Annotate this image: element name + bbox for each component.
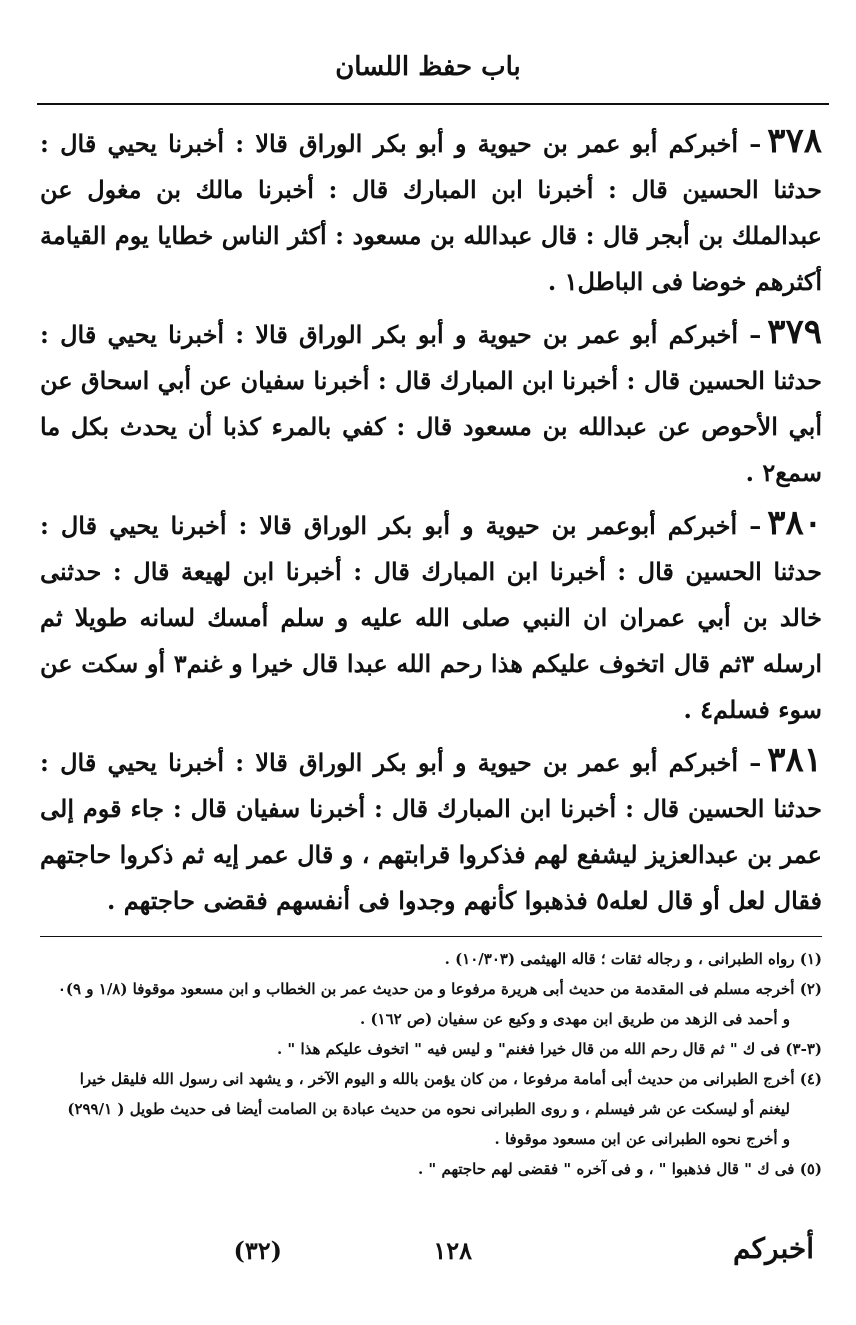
footnote-4 <box>40 1064 822 1094</box>
entry-text: – أخبركم أبوعمر بن حيوية و أبو بكر الوراق قالا : أخبرنا يحيي قال : حدثنا الحسين قال : أخبرنا ابن المبارك قال : أخبرنا ابن لهيعة قال : حدثنى خالد بن أبي عمران ان النبي صلى الله عليه و سلم أمسك لسانه طويلا ثم ارسله ٣ثم قال اتخوف عليكم هذا رحم الله عبدا قال خيرا و غنم٣ أو سكت عن سوء فسلم٤ . <box>40 511 822 724</box>
footnote-4-continued: و أخرج نحوه الطبرانى عن ابن مسعود موقوفا . <box>494 1130 790 1148</box>
entry-378 <box>40 118 822 305</box>
entry-text: – أخبركم أبو عمر بن حيوية و أبو بكر الوراق قالا : أخبرنا يحيي قال : حدثنا الحسين قال : أخبرنا ابن المبارك قال : أخبرنا سفيان قال : جاء قوم إلى عمر بن عبدالعزيز ليشفع لهم فذكروا قرابتهم ، و قال عمر إيه ثم ذكروا حاجتهم فقال لعل أو قال لعله٥ فذهبوا كأنهم وجدوا فى أنفسهم فقضى حاجتهم . <box>40 748 822 915</box>
entry-number: ٣٨٠ <box>767 503 822 543</box>
entry-number: ٣٧٩ <box>767 312 822 352</box>
footnote-3 <box>40 1034 822 1064</box>
footnote-label: (٣-٣) <box>785 1040 822 1058</box>
footnote-text: أخرج الطبرانى من حديث أبى أمامة مرفوعا ، من كان يؤمن بالله و اليوم الآخر ، و يشهد انى رسول الله فليقل خيرا <box>79 1070 795 1088</box>
page-title: باب حفظ اللسان <box>335 52 521 82</box>
footnote-1 <box>40 944 822 974</box>
entry-381 <box>40 737 822 924</box>
footnote-label: (٥) <box>799 1160 822 1178</box>
header-divider <box>37 103 829 105</box>
page-footer <box>40 1232 822 1272</box>
entry-text: – أخبركم أبو عمر بن حيوية و أبو بكر الوراق قالا : أخبرنا يحيي قال : حدثنا الحسين قال : أخبرنا ابن المبارك قال : أخبرنا سفيان عن أبي اسحاق عن أبي الأحوص عن عبدالله بن مسعود قال : كفي بالمرء كذبا أن يحدث بكل ما سمع٢ . <box>40 320 822 487</box>
entry-number: ٣٧٨ <box>767 121 822 161</box>
main-text <box>40 118 822 928</box>
entry-text: – أخبركم أبو عمر بن حيوية و أبو بكر الوراق قالا : أخبرنا يحيي قال : حدثنا الحسين قال : أخبرنا ابن المبارك قال : أخبرنا مالك بن مغول عن عبدالملك بن أبجر قال : قال عبدالله بن مسعود : أكثر الناس خطايا يوم القيامة أكثرهم خوضا فى الباطل١ . <box>40 129 822 296</box>
footnote-2 <box>40 974 822 1004</box>
signature-mark: (٣٢) <box>233 1236 282 1265</box>
footnote-label: (٤) <box>799 1070 822 1088</box>
footnote-4-continued: ليغنم أو ليسكت عن شر فيسلم ، و روى الطبرانى نحوه من حديث عبادة بن الصامت أيضا فى حديث طويل ( ٢٩٩/١) <box>67 1100 790 1118</box>
page-number: ١٢٨ <box>433 1236 472 1265</box>
footnote-2-continued: و أحمد فى الزهد من طريق ابن مهدى و وكيع عن سفيان (ص ١٦٢) . <box>360 1010 790 1028</box>
footnote-text: فى ك " ثم قال رحم الله من قال خيرا فغنم" و ليس فيه " اتخوف عليكم هذا " . <box>276 1040 781 1058</box>
footnote-5 <box>40 1154 822 1184</box>
footnote-text: أخرجه مسلم فى المقدمة من حديث أبى هريرة مرفوعا و من حديث عمر بن الخطاب و ابن مسعود موقوفا (١/٨ و ٩)٠ <box>57 980 795 998</box>
entry-380 <box>40 500 822 733</box>
footnote-text: فى ك " قال فذهبوا " ، و فى آخره " فقضى لهم حاجتهم " . <box>417 1160 795 1178</box>
footnote-label: (٢) <box>799 980 822 998</box>
catchword: أخبركم <box>733 1232 814 1265</box>
footnotes <box>40 944 822 1184</box>
footnote-text: رواه الطبرانى ، و رجاله ثقات ؛ قاله الهيثمى (١٠/٣٠٣) . <box>444 950 795 968</box>
entry-379 <box>40 309 822 496</box>
footnote-label: (١) <box>799 950 822 968</box>
entry-number: ٣٨١ <box>767 740 822 780</box>
footnote-divider <box>40 936 822 937</box>
